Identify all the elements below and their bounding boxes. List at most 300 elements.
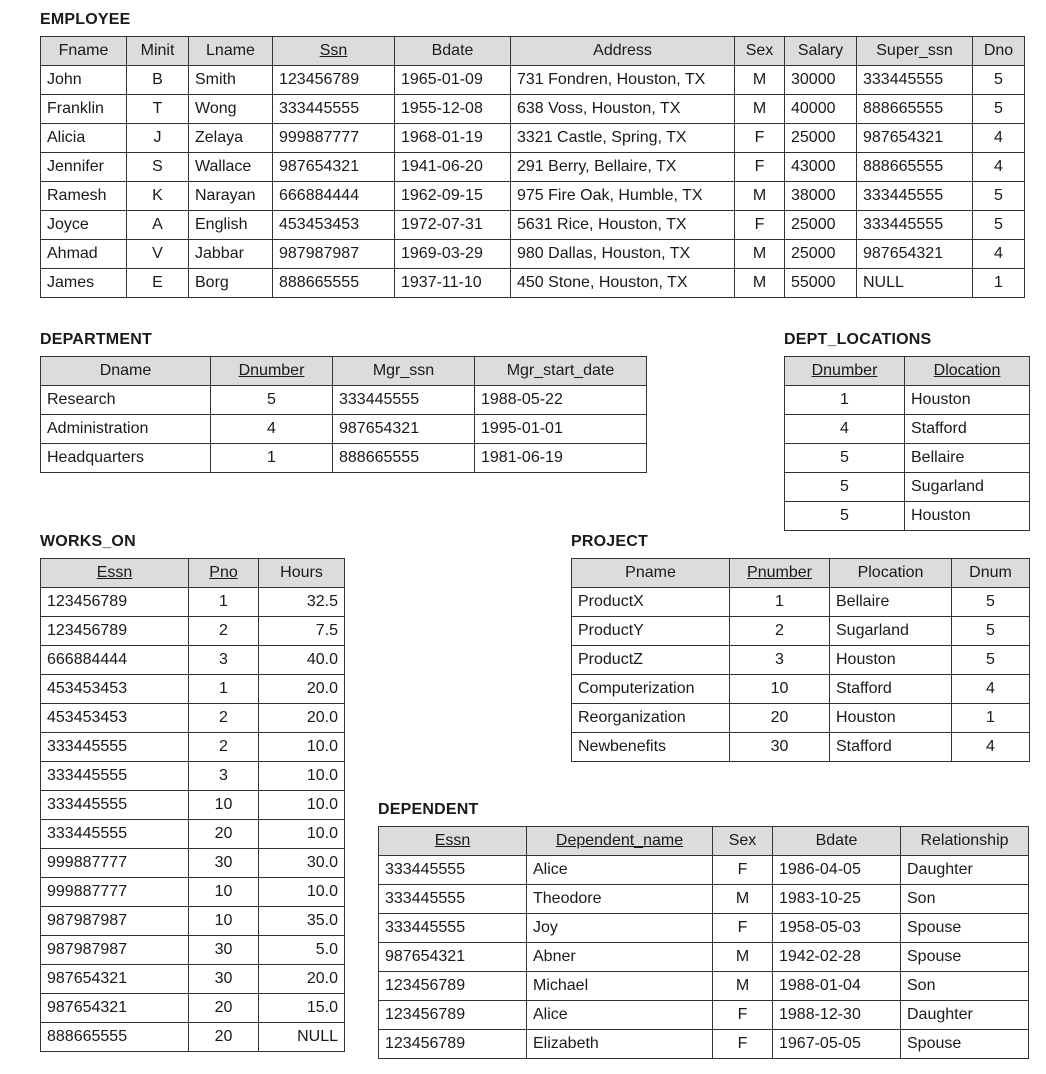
table-cell: F [713, 1030, 773, 1059]
table-cell: 1988-05-22 [475, 386, 647, 415]
column-header-relationship: Relationship [901, 827, 1029, 856]
table-cell: 2 [189, 617, 259, 646]
column-header-sex: Sex [735, 37, 785, 66]
table-row [41, 240, 1025, 269]
column-header-super-ssn: Super_ssn [857, 37, 973, 66]
table-cell: 333445555 [379, 856, 527, 885]
table-cell: M [713, 972, 773, 1001]
table-row [41, 791, 345, 820]
table-cell: 5.0 [259, 936, 345, 965]
table-cell: 5 [973, 66, 1025, 95]
table-row [572, 704, 1030, 733]
table-cell: 123456789 [379, 1001, 527, 1030]
column-header-dnumber: Dnumber [211, 357, 333, 386]
table-cell: F [735, 153, 785, 182]
table-cell: 1967-05-05 [773, 1030, 901, 1059]
table-row [41, 965, 345, 994]
table-cell: 1965-01-09 [395, 66, 511, 95]
table-cell: 5 [785, 502, 905, 531]
table-cell: F [713, 856, 773, 885]
table-cell: Son [901, 972, 1029, 1001]
table-cell: ProductZ [572, 646, 730, 675]
employee-table [40, 36, 1025, 298]
table-cell: 2 [189, 733, 259, 762]
table-row [41, 849, 345, 878]
table-cell: Alice [527, 1001, 713, 1030]
table-cell: 10.0 [259, 762, 345, 791]
table-cell: Borg [189, 269, 273, 298]
table-row [41, 820, 345, 849]
table-cell: M [735, 269, 785, 298]
table-cell: Stafford [830, 675, 952, 704]
table-cell: 1962-09-15 [395, 182, 511, 211]
table-cell: 1942-02-28 [773, 943, 901, 972]
table-cell: Wallace [189, 153, 273, 182]
table-cell: Smith [189, 66, 273, 95]
table-row [41, 182, 1025, 211]
table-cell: 25000 [785, 240, 857, 269]
table-cell: 987987987 [41, 936, 189, 965]
column-header-ssn: Ssn [273, 37, 395, 66]
column-header-bdate: Bdate [773, 827, 901, 856]
table-cell: 32.5 [259, 588, 345, 617]
dept-locations-block [784, 330, 1030, 531]
table-cell: 1969-03-29 [395, 240, 511, 269]
table-cell: Reorganization [572, 704, 730, 733]
table-cell: 987654321 [379, 943, 527, 972]
column-header-fname: Fname [41, 37, 127, 66]
table-cell: 333445555 [857, 182, 973, 211]
table-row [41, 675, 345, 704]
project-header-row [572, 559, 1030, 588]
column-header-essn: Essn [379, 827, 527, 856]
table-cell: Stafford [830, 733, 952, 762]
table-cell: 5 [211, 386, 333, 415]
table-cell: 666884444 [273, 182, 395, 211]
table-cell: Bellaire [830, 588, 952, 617]
table-cell: T [127, 95, 189, 124]
table-cell: 1988-12-30 [773, 1001, 901, 1030]
table-row [785, 386, 1030, 415]
table-cell: 999887777 [41, 878, 189, 907]
table-cell: 123456789 [273, 66, 395, 95]
column-header-address: Address [511, 37, 735, 66]
column-header-dno: Dno [973, 37, 1025, 66]
table-cell: Daughter [901, 1001, 1029, 1030]
column-header-dnum: Dnum [952, 559, 1030, 588]
column-header-bdate: Bdate [395, 37, 511, 66]
department-table [40, 356, 647, 473]
table-cell: 25000 [785, 211, 857, 240]
column-header-dlocation: Dlocation [905, 357, 1030, 386]
table-cell: 1 [211, 444, 333, 473]
table-cell: 30 [730, 733, 830, 762]
table-cell: 450 Stone, Houston, TX [511, 269, 735, 298]
table-cell: 3321 Castle, Spring, TX [511, 124, 735, 153]
table-cell: Daughter [901, 856, 1029, 885]
table-cell: 20.0 [259, 675, 345, 704]
table-cell: S [127, 153, 189, 182]
table-cell: English [189, 211, 273, 240]
table-cell: 20 [189, 994, 259, 1023]
table-cell: 888665555 [857, 95, 973, 124]
dept-locations-title: DEPT_LOCATIONS [784, 331, 932, 348]
table-cell: 4 [211, 415, 333, 444]
column-header-sex: Sex [713, 827, 773, 856]
table-cell: 123456789 [379, 1030, 527, 1059]
table-cell: Son [901, 885, 1029, 914]
table-cell: 1983-10-25 [773, 885, 901, 914]
table-cell: 7.5 [259, 617, 345, 646]
table-cell: 1 [730, 588, 830, 617]
table-cell: 987654321 [333, 415, 475, 444]
table-cell: Abner [527, 943, 713, 972]
table-cell: 20.0 [259, 704, 345, 733]
table-cell: 4 [973, 124, 1025, 153]
table-cell: 4 [973, 153, 1025, 182]
table-cell: 10 [189, 907, 259, 936]
table-cell: ProductX [572, 588, 730, 617]
table-row [41, 66, 1025, 95]
table-cell: 975 Fire Oak, Humble, TX [511, 182, 735, 211]
table-row [572, 588, 1030, 617]
table-cell: 123456789 [41, 588, 189, 617]
table-cell: 333445555 [333, 386, 475, 415]
column-header-pname: Pname [572, 559, 730, 588]
table-row [785, 415, 1030, 444]
table-cell: 35.0 [259, 907, 345, 936]
table-row [379, 885, 1029, 914]
table-cell: 1 [785, 386, 905, 415]
table-cell: Elizabeth [527, 1030, 713, 1059]
table-cell: 20.0 [259, 965, 345, 994]
table-cell: 888665555 [857, 153, 973, 182]
table-cell: M [735, 240, 785, 269]
table-cell: Alicia [41, 124, 127, 153]
table-cell: E [127, 269, 189, 298]
table-cell: 1 [952, 704, 1030, 733]
project-title: PROJECT [571, 533, 648, 550]
table-row [785, 473, 1030, 502]
dept-locations-table [784, 356, 1030, 531]
table-cell: 888665555 [333, 444, 475, 473]
table-cell: 5 [952, 588, 1030, 617]
column-header-dnumber: Dnumber [785, 357, 905, 386]
table-cell: 1986-04-05 [773, 856, 901, 885]
table-cell: Headquarters [41, 444, 211, 473]
table-cell: 5 [973, 182, 1025, 211]
table-cell: ProductY [572, 617, 730, 646]
table-cell: Newbenefits [572, 733, 730, 762]
column-header-salary: Salary [785, 37, 857, 66]
table-cell: 333445555 [41, 762, 189, 791]
table-row [379, 972, 1029, 1001]
table-cell: 888665555 [273, 269, 395, 298]
table-cell: 20 [189, 820, 259, 849]
table-cell: 1988-01-04 [773, 972, 901, 1001]
table-cell: 453453453 [273, 211, 395, 240]
table-cell: Computerization [572, 675, 730, 704]
department-header-row [41, 357, 647, 386]
table-cell: 40.0 [259, 646, 345, 675]
table-cell: Jennifer [41, 153, 127, 182]
table-cell: 1 [973, 269, 1025, 298]
table-cell: 1937-11-10 [395, 269, 511, 298]
table-cell: Sugarland [830, 617, 952, 646]
table-cell: K [127, 182, 189, 211]
table-cell: 291 Berry, Bellaire, TX [511, 153, 735, 182]
table-cell: Stafford [905, 415, 1030, 444]
table-cell: 25000 [785, 124, 857, 153]
table-cell: 10 [189, 878, 259, 907]
table-cell: Houston [830, 704, 952, 733]
table-cell: Houston [830, 646, 952, 675]
table-cell: M [713, 885, 773, 914]
works-on-block [40, 532, 345, 1052]
table-cell: 333445555 [379, 914, 527, 943]
table-row [41, 936, 345, 965]
table-cell: J [127, 124, 189, 153]
table-cell: 999887777 [41, 849, 189, 878]
table-cell: 30.0 [259, 849, 345, 878]
table-row [41, 617, 345, 646]
table-cell: 333445555 [857, 211, 973, 240]
table-cell: 20 [189, 1023, 259, 1052]
table-cell: 987987987 [41, 907, 189, 936]
table-cell: B [127, 66, 189, 95]
table-cell: 5 [973, 95, 1025, 124]
table-cell: 333445555 [41, 820, 189, 849]
table-cell: 4 [785, 415, 905, 444]
column-header-minit: Minit [127, 37, 189, 66]
table-cell: 10.0 [259, 791, 345, 820]
table-row [41, 95, 1025, 124]
department-title: DEPARTMENT [40, 331, 152, 348]
table-cell: 1 [189, 675, 259, 704]
dependent-table [378, 826, 1029, 1059]
table-cell: 638 Voss, Houston, TX [511, 95, 735, 124]
table-cell: 4 [952, 733, 1030, 762]
table-row [41, 124, 1025, 153]
table-row [41, 733, 345, 762]
column-header-pno: Pno [189, 559, 259, 588]
column-header-mgr-ssn: Mgr_ssn [333, 357, 475, 386]
table-row [379, 856, 1029, 885]
table-cell: Sugarland [905, 473, 1030, 502]
table-cell: M [735, 95, 785, 124]
table-row [41, 762, 345, 791]
table-cell: Narayan [189, 182, 273, 211]
table-cell: 453453453 [41, 704, 189, 733]
project-block [571, 532, 1030, 762]
table-cell: M [735, 182, 785, 211]
column-header-dname: Dname [41, 357, 211, 386]
dependent-title: DEPENDENT [378, 801, 479, 818]
table-cell: 2 [189, 704, 259, 733]
table-row [379, 1001, 1029, 1030]
table-cell: 20 [730, 704, 830, 733]
table-cell: F [735, 124, 785, 153]
table-cell: Spouse [901, 1030, 1029, 1059]
table-cell: 1 [189, 588, 259, 617]
table-row [572, 617, 1030, 646]
table-cell: 30 [189, 849, 259, 878]
table-cell: NULL [259, 1023, 345, 1052]
column-header-hours: Hours [259, 559, 345, 588]
table-cell: Michael [527, 972, 713, 1001]
table-row [572, 733, 1030, 762]
table-cell: NULL [857, 269, 973, 298]
table-row [41, 994, 345, 1023]
table-cell: V [127, 240, 189, 269]
table-cell: James [41, 269, 127, 298]
table-row [41, 878, 345, 907]
table-row [379, 943, 1029, 972]
table-row [41, 704, 345, 733]
table-row [41, 588, 345, 617]
table-cell: John [41, 66, 127, 95]
table-cell: 4 [973, 240, 1025, 269]
table-cell: 666884444 [41, 646, 189, 675]
table-cell: 38000 [785, 182, 857, 211]
table-cell: 333445555 [857, 66, 973, 95]
table-cell: 30 [189, 965, 259, 994]
table-cell: 987654321 [857, 124, 973, 153]
table-cell: 333445555 [273, 95, 395, 124]
table-cell: 10.0 [259, 820, 345, 849]
table-row [41, 211, 1025, 240]
table-cell: 123456789 [41, 617, 189, 646]
table-cell: Spouse [901, 914, 1029, 943]
column-header-dependent-name: Dependent_name [527, 827, 713, 856]
table-cell: 1995-01-01 [475, 415, 647, 444]
table-row [41, 153, 1025, 182]
table-cell: Spouse [901, 943, 1029, 972]
column-header-pnumber: Pnumber [730, 559, 830, 588]
table-cell: 1981-06-19 [475, 444, 647, 473]
table-cell: 987987987 [273, 240, 395, 269]
table-row [379, 1030, 1029, 1059]
table-cell: 30 [189, 936, 259, 965]
table-row [785, 502, 1030, 531]
table-cell: 333445555 [379, 885, 527, 914]
table-cell: 1958-05-03 [773, 914, 901, 943]
column-header-essn: Essn [41, 559, 189, 588]
table-cell: M [713, 943, 773, 972]
table-cell: F [713, 914, 773, 943]
table-cell: 333445555 [41, 791, 189, 820]
table-cell: 1968-01-19 [395, 124, 511, 153]
table-cell: Ramesh [41, 182, 127, 211]
project-table [571, 558, 1030, 762]
table-row [41, 269, 1025, 298]
table-cell: 30000 [785, 66, 857, 95]
table-cell: 5 [952, 646, 1030, 675]
table-cell: Houston [905, 386, 1030, 415]
table-cell: 10 [189, 791, 259, 820]
table-cell: Ahmad [41, 240, 127, 269]
table-cell: Joyce [41, 211, 127, 240]
table-cell: 980 Dallas, Houston, TX [511, 240, 735, 269]
table-cell: Alice [527, 856, 713, 885]
table-cell: Zelaya [189, 124, 273, 153]
table-cell: 888665555 [41, 1023, 189, 1052]
table-cell: 1972-07-31 [395, 211, 511, 240]
table-cell: 5631 Rice, Houston, TX [511, 211, 735, 240]
table-row [41, 444, 647, 473]
table-cell: 3 [189, 762, 259, 791]
department-block [40, 330, 647, 473]
table-cell: 987654321 [273, 153, 395, 182]
table-row [41, 415, 647, 444]
table-cell: 5 [952, 617, 1030, 646]
table-cell: 5 [785, 473, 905, 502]
employee-title: EMPLOYEE [40, 11, 131, 28]
table-cell: 3 [189, 646, 259, 675]
table-cell: Houston [905, 502, 1030, 531]
works-on-table [40, 558, 345, 1052]
table-cell: A [127, 211, 189, 240]
works-on-header-row [41, 559, 345, 588]
dependent-block [378, 800, 1029, 1059]
table-row [41, 907, 345, 936]
table-cell: 5 [785, 444, 905, 473]
table-row [41, 386, 647, 415]
table-row [41, 1023, 345, 1052]
table-cell: Jabbar [189, 240, 273, 269]
table-cell: 4 [952, 675, 1030, 704]
table-cell: Research [41, 386, 211, 415]
table-cell: 333445555 [41, 733, 189, 762]
table-cell: Theodore [527, 885, 713, 914]
dept-locations-header-row [785, 357, 1030, 386]
column-header-lname: Lname [189, 37, 273, 66]
table-row [379, 914, 1029, 943]
column-header-mgr-start-date: Mgr_start_date [475, 357, 647, 386]
table-cell: 999887777 [273, 124, 395, 153]
employee-block [40, 10, 1025, 298]
table-row [41, 646, 345, 675]
table-cell: 43000 [785, 153, 857, 182]
table-cell: 453453453 [41, 675, 189, 704]
table-cell: Administration [41, 415, 211, 444]
table-cell: 987654321 [41, 994, 189, 1023]
employee-header-row [41, 37, 1025, 66]
table-cell: 10 [730, 675, 830, 704]
table-cell: 40000 [785, 95, 857, 124]
table-cell: 2 [730, 617, 830, 646]
table-row [572, 646, 1030, 675]
table-row [572, 675, 1030, 704]
table-cell: F [735, 211, 785, 240]
table-cell: Wong [189, 95, 273, 124]
table-cell: Bellaire [905, 444, 1030, 473]
table-cell: F [713, 1001, 773, 1030]
column-header-plocation: Plocation [830, 559, 952, 588]
table-cell: 731 Fondren, Houston, TX [511, 66, 735, 95]
table-cell: 55000 [785, 269, 857, 298]
table-cell: 3 [730, 646, 830, 675]
table-cell: 10.0 [259, 733, 345, 762]
table-row [785, 444, 1030, 473]
table-cell: Franklin [41, 95, 127, 124]
table-cell: 987654321 [41, 965, 189, 994]
works-on-title: WORKS_ON [40, 533, 136, 550]
table-cell: 987654321 [857, 240, 973, 269]
table-cell: 123456789 [379, 972, 527, 1001]
table-cell: Joy [527, 914, 713, 943]
table-cell: M [735, 66, 785, 95]
